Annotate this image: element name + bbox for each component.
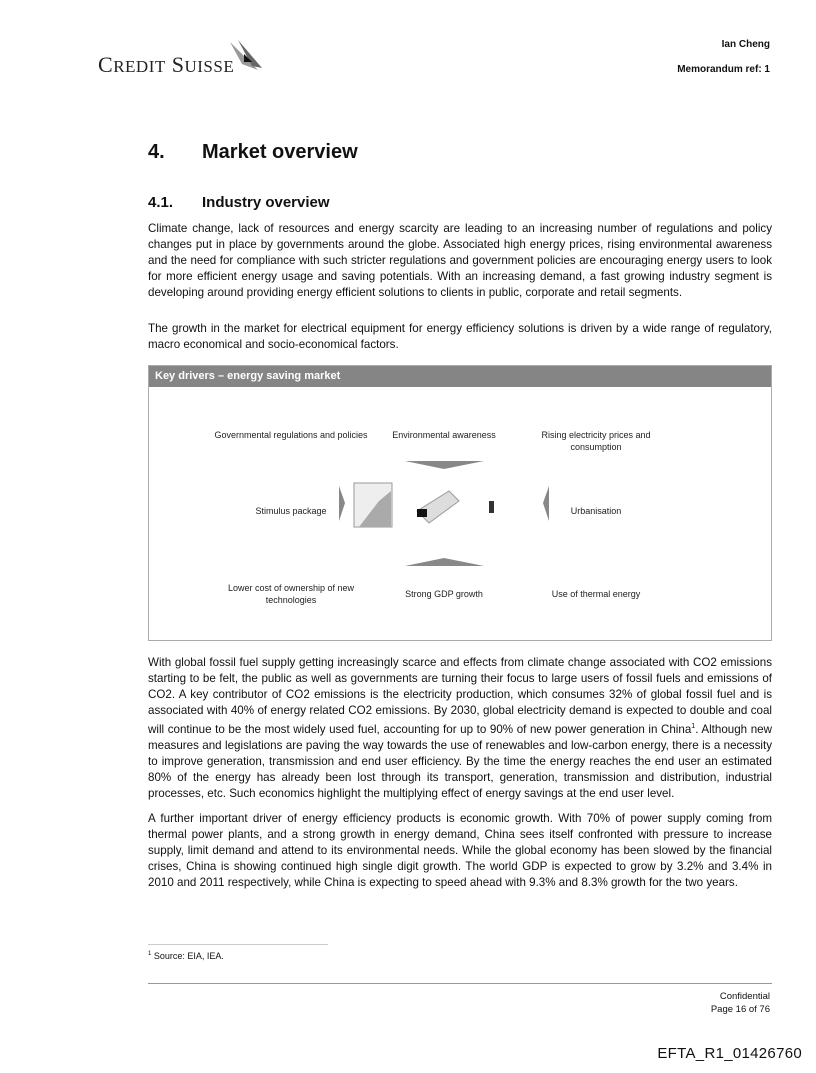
driver-label: Rising electricity prices and consumption	[541, 430, 651, 452]
paragraph: Climate change, lack of resources and energy scarcity are leading to an increasing number of regulations and policy changes put in place by governments around the globe. Associated high energy prices, rising environmental awareness and the need for compliance with such stricter regulations and government policies are encouraging energy users to look for more efficient energy usage and saving potentials. With an increasing demand, a fast growing industry segment is developing around providing energy efficient solutions to clients in public, corporate and retail segments.	[148, 222, 772, 299]
section-title: Market overview	[202, 141, 358, 163]
figure-title: Key drivers – energy saving market	[149, 366, 771, 387]
arrow-right-icon	[339, 486, 345, 521]
credit-suisse-logo: CREDIT SUISSE	[98, 52, 235, 77]
confidential-label: Confidential	[719, 991, 770, 1002]
driver-label: Strong GDP growth	[405, 589, 483, 599]
document-stamp: EFTA_R1_01426760	[657, 1045, 802, 1062]
paragraph	[148, 655, 772, 802]
driver-label: Governmental regulations and policies	[214, 430, 368, 440]
paragraph: The growth in the market for electrical equipment for energy efficiency solutions is driven by a wide range of regulatory, macro economical and socio-economical factors.	[148, 322, 772, 351]
lamp-image-icon	[489, 501, 494, 513]
sail-logo-icon	[228, 40, 262, 74]
driver-label: Stimulus package	[255, 506, 327, 516]
paragraph-text: With global fossil fuel supply getting increasingly scarce and effects from climate change associated with CO2 emissions starting to be felt, the public as well as governments are turning their focus to large users of fossil fuels and emissions of CO2. A key contributor of CO2 emissions is the electricity production, which consumes 32% of global fossil fuel and is associated with 40% of energy related CO2 emissions. By 2030, global electricity demand is expected to double and coal will continue to be the most widely used fuel, accounting for up to 90% of new power generation in China	[148, 656, 772, 736]
driver-label: Urbanisation	[570, 506, 622, 516]
footnote-divider	[148, 944, 328, 945]
driver-label: Environmental awareness	[392, 430, 496, 440]
products-diagram	[329, 461, 599, 571]
arrow-left-icon	[543, 486, 549, 521]
footnote-text: Source: EIA, IEA.	[151, 951, 224, 961]
author-name: Ian Cheng	[721, 39, 770, 50]
switchgear-image-icon	[354, 483, 392, 527]
footnote-ref[interactable]: 1	[691, 723, 696, 730]
footer-divider	[148, 983, 772, 984]
footnote	[148, 951, 224, 961]
footnote-number: 1	[148, 951, 152, 957]
driver-label: Use of thermal energy	[551, 589, 641, 599]
subsection-title: Industry overview	[202, 194, 330, 211]
driver-label: Lower cost of ownership of new technologies	[227, 583, 355, 605]
section-heading	[148, 141, 358, 164]
paragraph: A further important driver of energy efficiency products is economic growth. With 70% of power supply coming from thermal power plants, and a strong growth in energy demand, China sees itself confronted with pressure to increase supply, limit demand and attend to its environmental needs. While the global economy has been slowed by the financial crises, China is showing continued high single digit growth. The world GDP is expected to grow by 3.2% and 3.4% in 2010 and 2011 respectively, while China is expecting to speed ahead with 9.3% and 8.3% growth for the two years.	[148, 812, 772, 889]
memo-ref: Memorandum ref: 1	[677, 64, 770, 75]
subsection-heading	[148, 194, 330, 211]
arrow-down-icon	[405, 461, 484, 469]
paragraph-text: . Although new measures and legislations are paving the way towards the use of renewables and low-carbon energy, there is a necessity to improve generation, transmission and end user efficiency. By the time the energy reaches the end user an estimated 80% of the energy has already been lost through its transport, generation, transmission and distribution, industrial processes, etc. Such economics highlight the multiplying effect of energy savings at the end user level.	[148, 722, 772, 800]
section-number: 4.	[148, 141, 165, 163]
subsection-number: 4.1.	[148, 194, 174, 211]
device-image-icon	[417, 491, 459, 523]
arrow-up-icon	[405, 558, 484, 566]
page-number: Page 16 of 76	[710, 1004, 770, 1015]
key-drivers-figure	[148, 365, 772, 641]
